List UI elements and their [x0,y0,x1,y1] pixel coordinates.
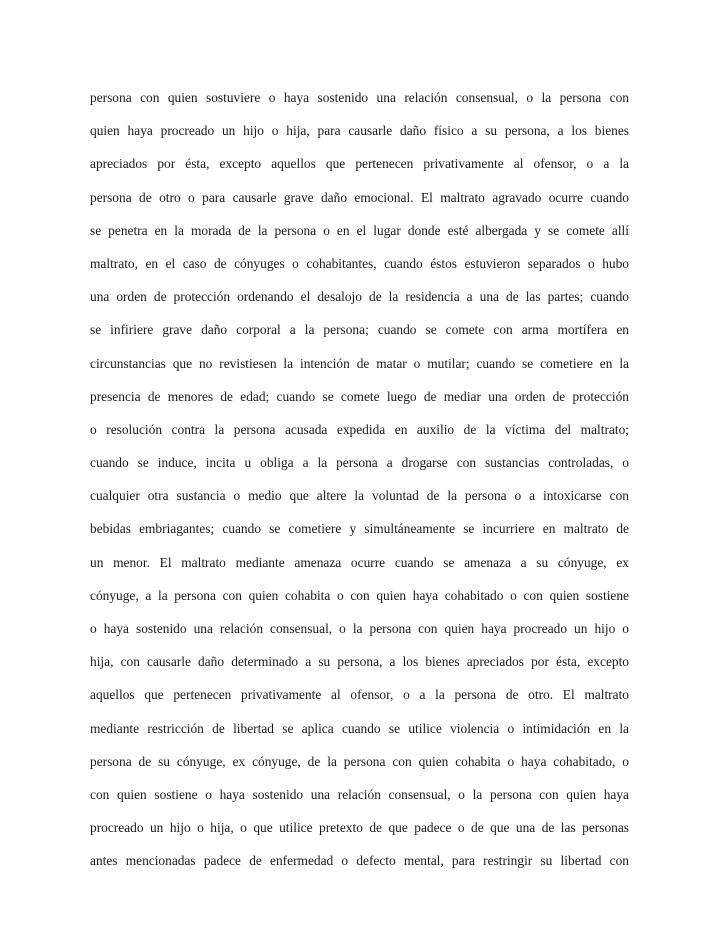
text-line: aquellos que pertenecen privativamente al ofensor, o a la persona de otro. El maltrato [90,687,629,703]
text-line: apreciados por ésta, excepto aquellos que pertenecen privativamente al ofensor, o a la [90,156,629,172]
text-line: mediante restricción de libertad se aplica cuando se utilice violencia o intimidación en la [90,720,629,736]
text-line: bebidas embriagantes; cuando se cometiere y simultáneamente se incurriere en maltrato de [90,521,629,537]
text-line: persona de su cónyuge, ex cónyuge, de la persona con quien cohabita o haya cohabitado, o [90,753,629,769]
text-line: un menor. El maltrato mediante amenaza ocurre cuando se amenaza a su cónyuge, ex [90,554,629,570]
document-page [90,81,629,878]
text-line: hija, con causarle daño determinado a su persona, a los bienes apreciados por ésta, excepto [90,654,629,670]
text-line: circunstancias que no revistiesen la intención de matar o mutilar; cuando se cometiere en la [90,355,629,371]
text-line: cónyuge, a la persona con quien cohabita o con quien haya cohabitado o con quien sostiene [90,587,629,603]
text-line: cualquier otra sustancia o medio que altere la voluntad de la persona o a intoxicarse con [90,488,629,504]
text-line: se infiriere grave daño corporal a la persona; cuando se comete con arma mortífera en [90,322,629,338]
text-line: o resolución contra la persona acusada expedida en auxilio de la víctima del maltrato; [90,421,629,437]
text-line: persona con quien sostuviere o haya sostenido una relación consensual, o la persona con [90,90,629,105]
text-line: antes mencionadas padece de enfermedad o defecto mental, para restringir su libertad con [90,853,629,869]
text-line: o haya sostenido una relación consensual, o la persona con quien haya procreado un hijo o [90,621,629,636]
text-line: cuando se induce, incita u obliga a la persona a drogarse con sustancias controladas, o [90,455,629,471]
text-line: una orden de protección ordenando el desalojo de la residencia a una de las partes; cuando [90,289,629,305]
text-line: quien haya procreado un hijo o hija, para causarle daño físico a su persona, a los bienes [90,123,629,139]
text-line: se penetra en la morada de la persona o en el lugar donde esté albergada y se comete allí [90,222,629,238]
text-line: maltrato, en el caso de cónyuges o cohabitantes, cuando éstos estuvieron separados o hubo [90,255,629,271]
text-line: persona de otro o para causarle grave daño emocional. El maltrato agravado ocurre cuando [90,189,629,205]
text-line: con quien sostiene o haya sostenido una relación consensual, o la persona con quien haya [90,786,629,802]
text-line: presencia de menores de edad; cuando se comete luego de mediar una orden de protección [90,388,629,404]
text-line: procreado un hijo o hija, o que utilice pretexto de que padece o de que una de las personas [90,820,629,836]
